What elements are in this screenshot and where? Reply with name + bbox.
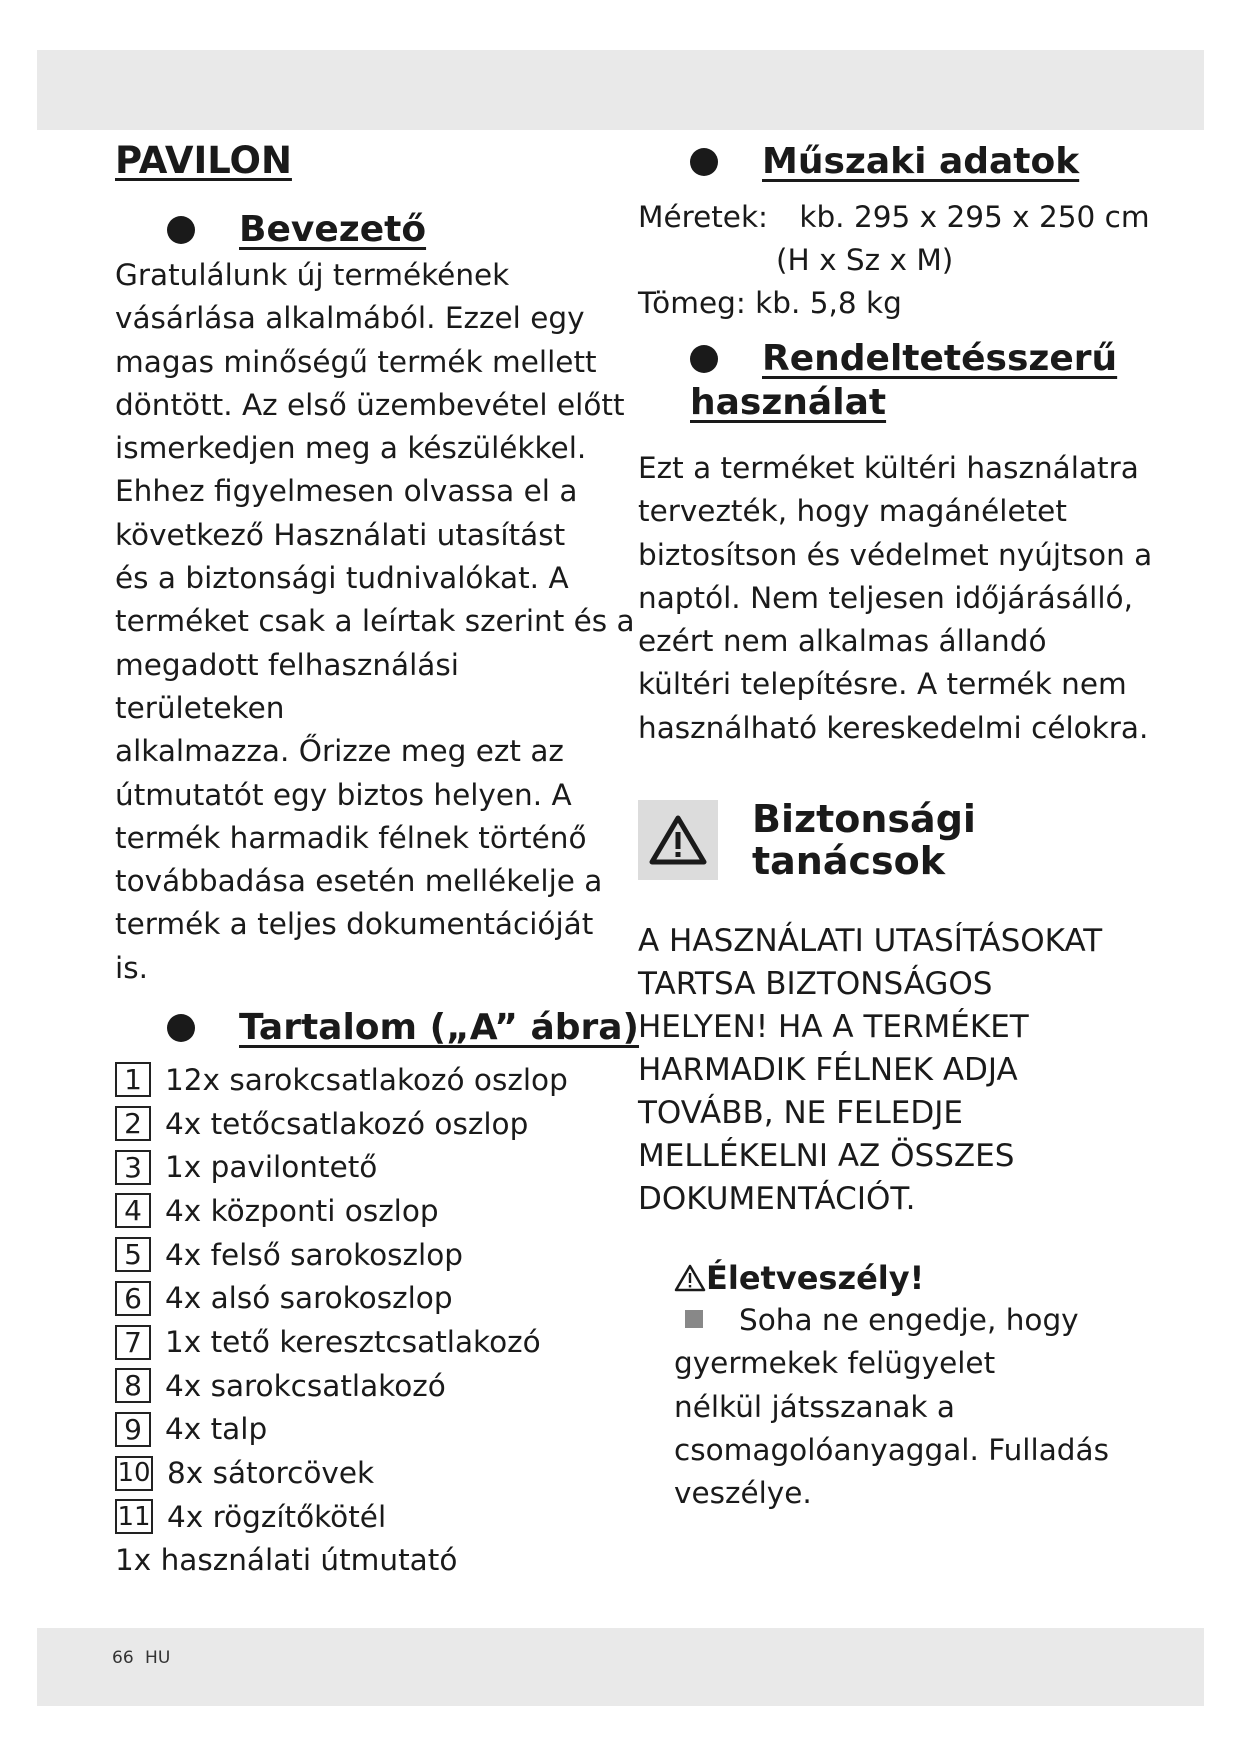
caps-line: A HASZNÁLATI UTASÍTÁSOKAT: [638, 923, 1103, 960]
part-number: 3: [115, 1150, 151, 1185]
caps-line: HARMADIK FÉLNEK ADJA: [638, 1052, 1018, 1089]
usage-line: biztosítson és védelmet nyújtson a: [638, 537, 1153, 572]
usage-heading-line-1: Rendeltetésszerű: [762, 338, 1118, 379]
part-number: 4: [115, 1193, 151, 1228]
language-code: HU: [145, 1648, 171, 1668]
intro-line: továbbadása esetén mellékelje a: [115, 864, 603, 899]
dims-note: (H x Sz x M): [776, 243, 954, 277]
bullet-icon: [690, 148, 718, 176]
intro-line: terméket csak a leírtak szerint és a: [115, 604, 635, 639]
page-title: PAVILON: [115, 139, 292, 182]
danger-line: nélkül játsszanak a: [674, 1389, 955, 1424]
part-text: 4x alsó sarokoszlop: [165, 1281, 453, 1316]
part-text: 1x tető keresztcsatlakozó: [165, 1325, 541, 1360]
list-item: [115, 1102, 635, 1146]
part-number: 5: [115, 1237, 151, 1272]
usage-heading: [638, 337, 1158, 425]
part-number: 6: [115, 1281, 151, 1316]
intro-line: és a biztonsági tudnivalókat. A: [115, 561, 569, 596]
intro-line: alkalmazza. Őrizze meg ezt az: [115, 734, 564, 769]
contents-heading: Tartalom („A” ábra): [167, 1006, 635, 1050]
page-number: 66: [112, 1648, 134, 1668]
intro-line: vásárlása alkalmából. Ezzel egy: [115, 301, 585, 336]
safety-title: Biztonsági tanácsok: [752, 797, 976, 884]
safety-heading: [638, 798, 1158, 882]
part-text: 4x felső sarokoszlop: [165, 1237, 464, 1272]
usage-line: tervezték, hogy magánéletet: [638, 494, 1067, 529]
parts-list: [115, 1058, 635, 1539]
intro-line: termék harmadik félnek történő: [115, 820, 587, 855]
intro-line: megadott felhasználási területeken: [115, 647, 459, 725]
intro-line: ismerkedjen meg a készülékkel.: [115, 431, 587, 466]
part-text: 12x sarokcsatlakozó oszlop: [165, 1062, 568, 1097]
part-text: 4x sarokcsatlakozó: [165, 1368, 446, 1403]
part-number: 7: [115, 1325, 151, 1360]
part-text: 4x központi oszlop: [165, 1193, 439, 1228]
weight: Tömeg: kb. 5,8 kg: [638, 286, 902, 320]
parts-extra: 1x használati útmutató: [115, 1542, 458, 1577]
list-item: [115, 1276, 635, 1320]
caps-line: MELLÉKELNI AZ ÖSSZES: [638, 1138, 1015, 1175]
danger-block: [674, 1259, 1158, 1515]
part-number: 11: [115, 1499, 153, 1534]
danger-line: gyermekek felügyelet: [674, 1346, 996, 1381]
tech-specs: [638, 196, 1158, 325]
danger-line: csomagolóanyaggal. Fulladás: [674, 1432, 1109, 1467]
list-item: [115, 1189, 635, 1233]
list-item: [115, 1145, 635, 1189]
dims-value: kb. 295 x 295 x 250 cm: [799, 200, 1150, 234]
tech-heading: Műszaki adatok: [690, 140, 1158, 184]
warning-box: [638, 800, 718, 880]
danger-line: veszélye.: [674, 1476, 812, 1511]
intro-line: magas minőségű termék mellett: [115, 344, 597, 379]
part-number: 1: [115, 1062, 151, 1097]
usage-line: ezért nem alkalmas állandó: [638, 624, 1047, 659]
intro-line: következő Használati utasítást: [115, 517, 566, 552]
part-text: 8x sátorcövek: [167, 1456, 375, 1491]
part-number: 8: [115, 1368, 151, 1403]
caps-line: TOVÁBB, NE FELEDJE: [638, 1095, 963, 1132]
list-item: [115, 1320, 635, 1364]
part-text: 4x tetőcsatlakozó oszlop: [165, 1106, 529, 1141]
bullet-icon: [167, 1014, 195, 1042]
usage-line: kültéri telepítésre. A termék nem: [638, 667, 1127, 702]
page-footer: [112, 1648, 170, 1668]
intro-line: termék a teljes dokumentációját is.: [115, 907, 594, 985]
right-column: [638, 136, 1158, 1516]
list-item: [115, 1408, 635, 1452]
intro-line: Ehhez figyelmesen olvassa el a: [115, 474, 578, 509]
list-item: [115, 1451, 635, 1495]
list-item: [115, 1233, 635, 1277]
bullet-icon: [167, 216, 195, 244]
intro-text: [115, 254, 635, 990]
danger-line: Soha ne engedje, hogy: [674, 1299, 1158, 1342]
list-item: [115, 1495, 635, 1539]
header-band: [37, 50, 1204, 130]
part-number: 2: [115, 1106, 151, 1141]
intro-line: Gratulálunk új termékének: [115, 258, 510, 292]
caps-line: DOKUMENTÁCIÓT.: [638, 1181, 916, 1218]
square-bullet-icon: [685, 1310, 703, 1328]
intro-heading: Bevezető: [167, 208, 635, 252]
safety-caps: [638, 920, 1158, 1221]
caps-line: TARTSA BIZTONSÁGOS: [638, 966, 993, 1003]
part-number: 10: [115, 1456, 153, 1491]
usage-text: [638, 447, 1158, 750]
danger-title: Életveszély!: [674, 1259, 1158, 1297]
list-item: [115, 1058, 635, 1102]
intro-line: döntött. Az első üzembevétel előtt: [115, 387, 625, 422]
part-text: 4x rögzítőkötél: [167, 1499, 387, 1534]
usage-line: naptól. Nem teljesen időjárásálló,: [638, 580, 1133, 615]
usage-heading-line-2: használat: [690, 382, 887, 423]
footer-band: [37, 1628, 1204, 1706]
left-column: [115, 136, 640, 1582]
warning-triangle-icon: [649, 815, 707, 865]
usage-line: Ezt a terméket kültéri használatra: [638, 451, 1139, 485]
small-warning-triangle-icon: [674, 1264, 706, 1292]
dims-label: Méretek:: [638, 200, 768, 234]
caps-line: HELYEN! HA A TERMÉKET: [638, 1009, 1029, 1046]
part-text: 4x talp: [165, 1412, 268, 1447]
dims-row: [638, 196, 1158, 239]
part-text: 1x pavilontető: [165, 1150, 378, 1185]
bullet-icon: [690, 345, 718, 373]
part-number: 9: [115, 1412, 151, 1447]
intro-line: útmutatót egy biztos helyen. A: [115, 777, 572, 812]
usage-line: használható kereskedelmi célokra.: [638, 710, 1149, 745]
list-item: [115, 1364, 635, 1408]
